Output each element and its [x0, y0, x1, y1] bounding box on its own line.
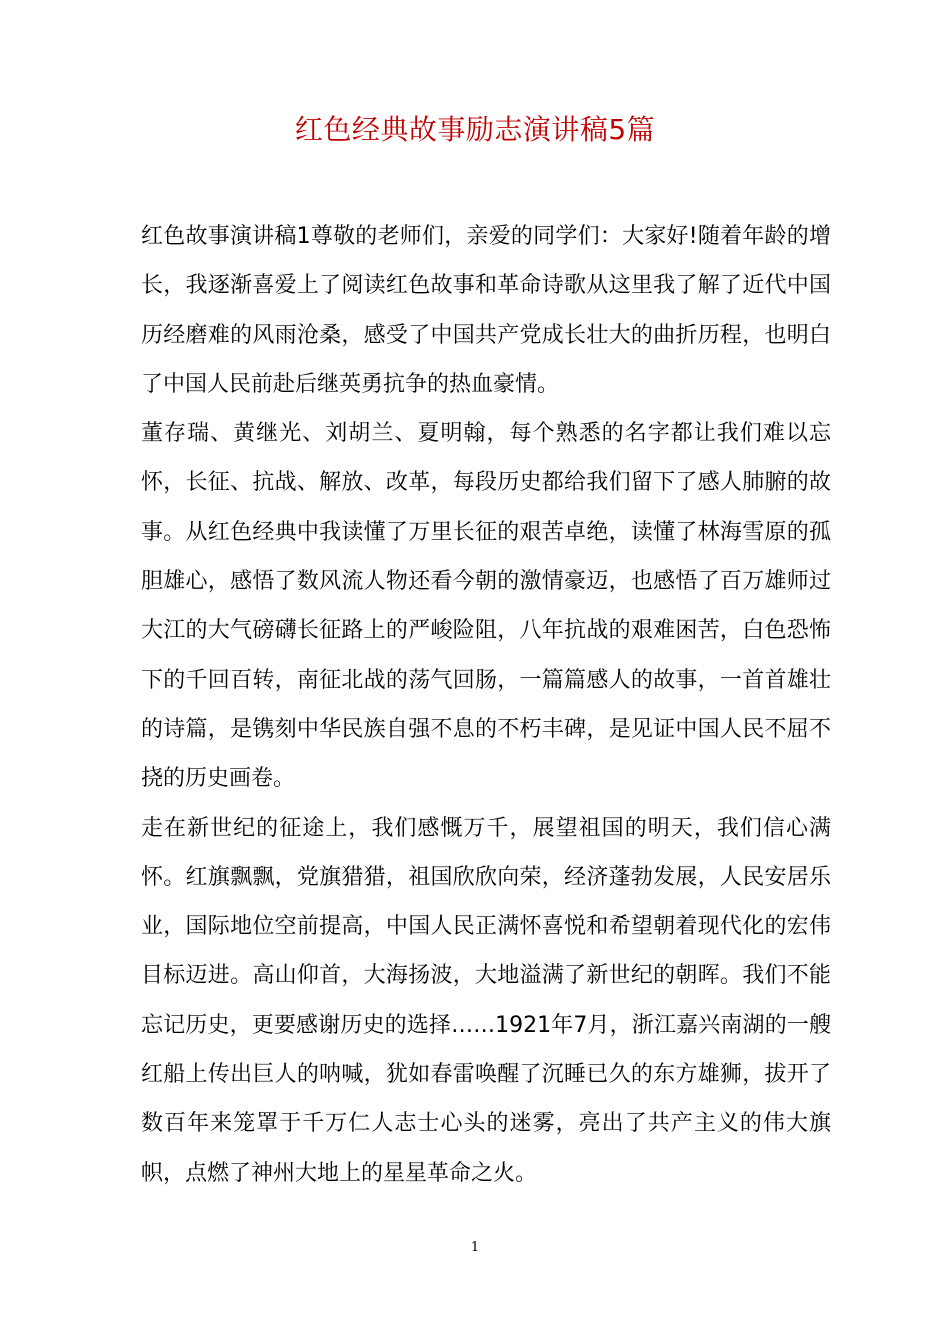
document-body: [141, 212, 831, 1198]
paragraph-3: 走在新世纪的征途上，我们感慨万千，展望祖国的明天，我们信心满怀。红旗飘飘，党旗猎猎，祖国欣欣向荣，经济蓬勃发展，人民安居乐业，国际地位空前提高，中国人民正满怀喜悦和希望朝着现代化的宏伟目标迈进。高山仰首，大海扬波，大地溢满了新世纪的朝晖。我们不能忘记历史，更要感谢历史的选择……1921年7月，浙江嘉兴南湖的一艘红船上传出巨人的呐喊，犹如春雷唤醒了沉睡已久的东方雄狮，拔开了数百年来笼罩于千万仁人志士心头的迷雾，亮出了共产主义的伟大旗帜，点燃了神州大地上的星星革命之火。: [141, 815, 831, 1186]
document-title: 红色经典故事励志演讲稿5篇: [294, 113, 656, 146]
paragraph-1: 红色故事演讲稿1尊敬的老师们，亲爱的同学们：大家好!随着年龄的增长，我逐渐喜爱上了阅读红色故事和革命诗歌从这里我了解了近代中国历经磨难的风雨沧桑，感受了中国共产党成长壮大的曲折历程，也明白了中国人民前赴后继英勇抗争的热血豪情。: [141, 224, 831, 397]
paragraph-2: 董存瑞、黄继光、刘胡兰、夏明翰，每个熟悉的名字都让我们难以忘怀，长征、抗战、解放、改革，每段历史都给我们留下了感人肺腑的故事。从红色经典中我读懂了万里长征的艰苦卓绝，读懂了林海雪原的孤胆雄心，感悟了数风流人物还看今朝的激情豪迈，也感悟了百万雄师过大江的大气磅礴长征路上的严峻险阻，八年抗战的艰难困苦，白色恐怖下的千回百转，南征北战的荡气回肠，一篇篇感人的故事，一首首雄壮的诗篇，是镌刻中华民族自强不息的不朽丰碑，是见证中国人民不屈不挠的历史画卷。: [141, 421, 831, 792]
page-number: 1: [470, 1240, 480, 1255]
